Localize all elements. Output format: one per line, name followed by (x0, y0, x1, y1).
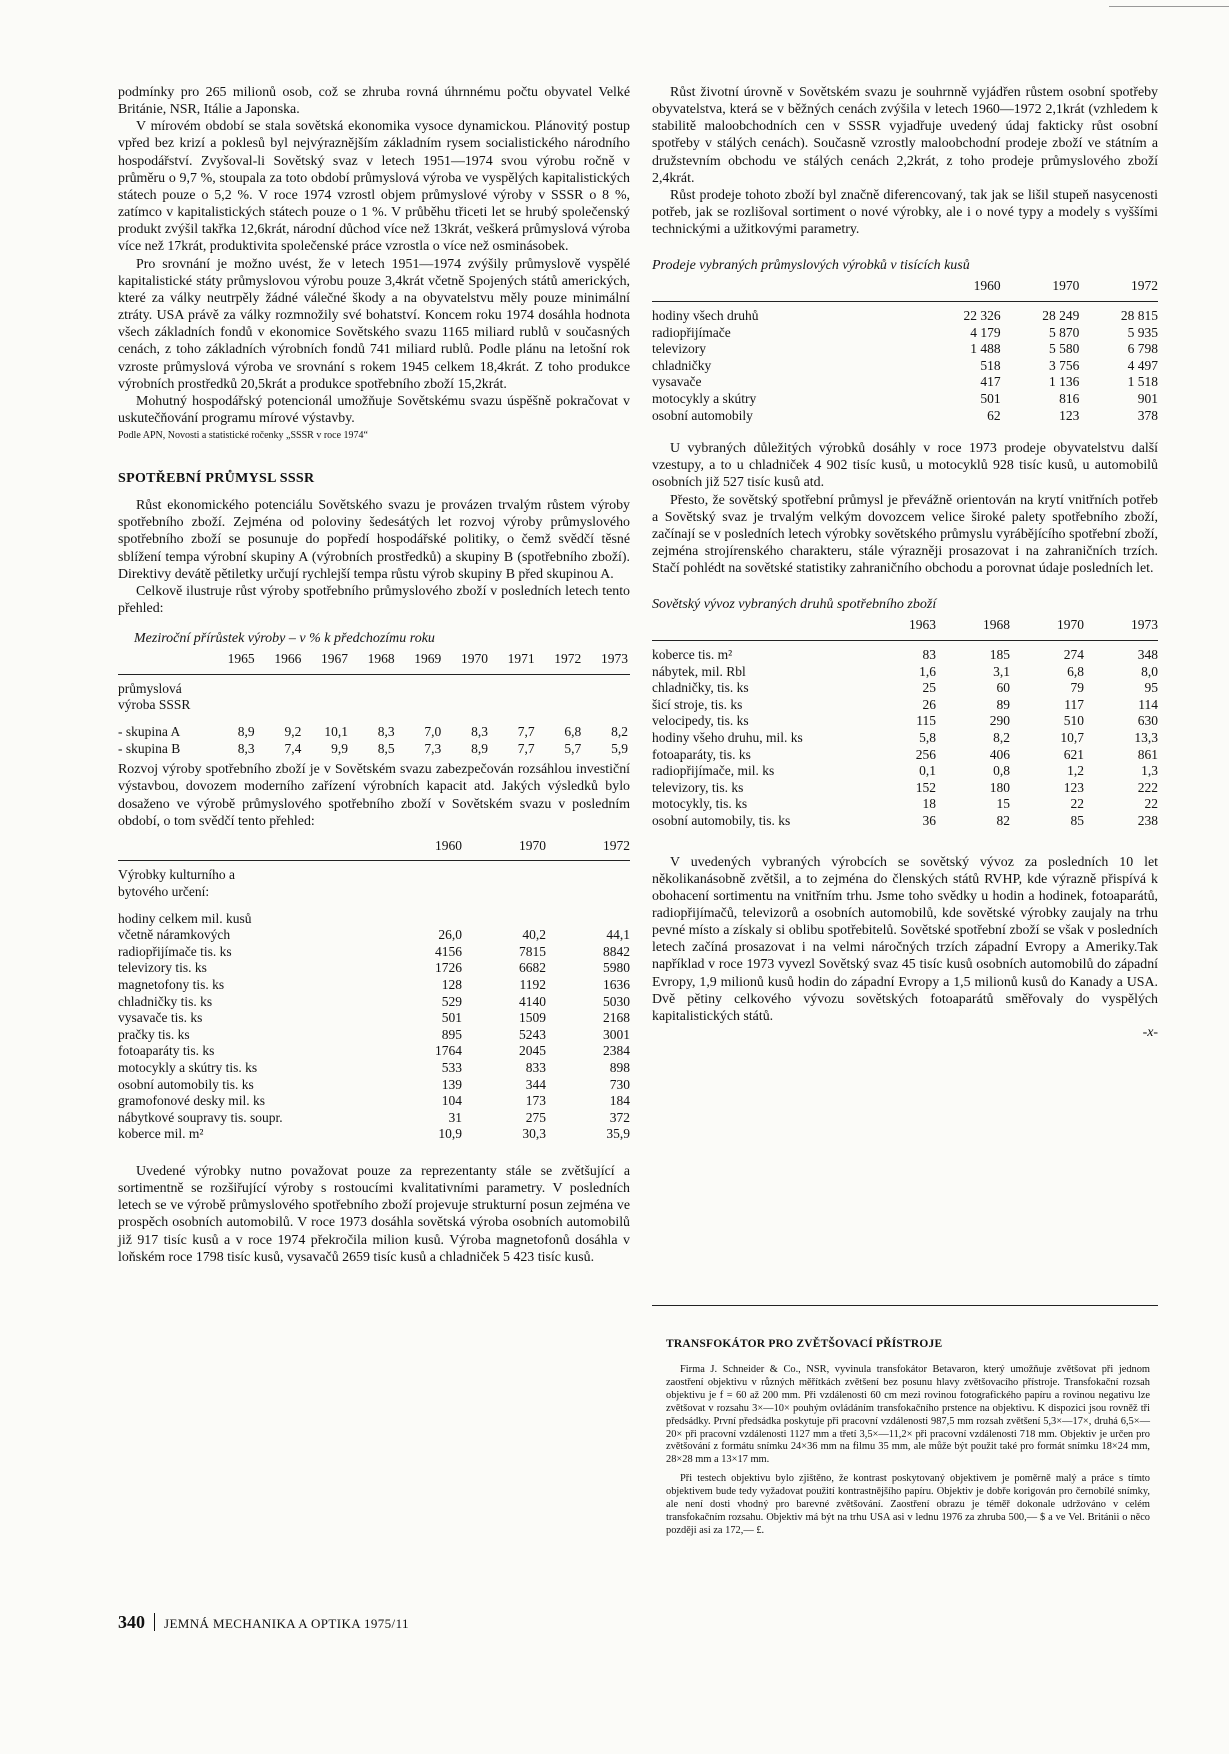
cell: 2168 (603, 1010, 630, 1026)
cell: 256 (915, 746, 936, 762)
cell: 31 (448, 1109, 462, 1125)
paragraph: Růst ekonomického potenciálu Sovětského svazu je provázen trvalým růstem výroby spotřebního zboží. Zejména od poloviny šedesátých let rozvoj výroby průmyslového spotřebního zboží se posunuje do popředí hospodářské politiky, o čemž svědčí těsné sblížení tempa výrobní skupiny A (výrobních prostředků) a skupiny B (spotřebního zboží). Direktivy devátě pětiletky určují rychlejší tempa růstu výrob skupiny B před skupinou A. (118, 498, 630, 582)
cell: 9,9 (331, 740, 348, 756)
year-header: 1969 (397, 651, 444, 674)
row-label: - skupina B (118, 740, 181, 756)
cell: 630 (1137, 713, 1158, 729)
cell: 5980 (603, 960, 630, 976)
cell: 117 (1064, 696, 1084, 712)
table-row (652, 374, 1158, 391)
cell: 222 (1137, 779, 1158, 795)
row-label: výroba SSSR (118, 697, 191, 713)
row-label: šicí stroje, tis. ks (652, 696, 743, 712)
cell: 95 (1144, 680, 1158, 696)
table-row (118, 1126, 630, 1143)
paragraph: podmínky pro 265 milionů osob, což se zhruba rovná úhrnnému počtu obyvatel Velké Británie, NSR, Itálie a Japonska. (118, 85, 630, 118)
cell: 5,7 (564, 740, 582, 756)
cell: 5030 (603, 993, 630, 1009)
table-row (118, 977, 630, 994)
year-header: 1970 (443, 651, 490, 674)
cell: 529 (441, 993, 462, 1009)
table-row (118, 927, 630, 944)
cell: 861 (1137, 746, 1158, 762)
cell: 8,3 (471, 724, 488, 739)
row-label: fotoaparáty tis. ks (118, 1043, 215, 1059)
table-caption: Sovětský vývoz vybraných druhů spotřebního zboží (652, 597, 937, 613)
cell: 4 179 (970, 324, 1001, 340)
magazine-name: JEMNÁ MECHANIKA A OPTIKA 1975/11 (164, 1616, 409, 1631)
cell: 238 (1137, 812, 1158, 828)
paragraph: V mírovém období se stala sovětská ekonomika vysoce dynamickou. Plánovitý postup vpřed bez krizí a poklesů byl nejvýraznějším základním rysem socialistického národního hospodářství. Zvyšoval-li Sovětský svaz v letech 1951—1974 svou výrobu ročně v průměru o 9,7 %, stoupala za toto období průmyslová výroba ve vyspělých kapitalistických státech pouze o 5,2 %. V roce 1974 vzrostl objem průmyslové výroby v SSSR o 8 %, zatímco v kapitalistických státech pouze o 1 %. V průběhu třiceti let se hrubý společenský produkt zvýšil takřka 12,6krát, národní důchod více než 13krát, veškerá průmyslová výroba více než 17krát, produktivita společenské práce vzrostla o více než osminásobek. (118, 119, 630, 255)
row-label: vysavače (652, 374, 702, 390)
year-header: 1972 (546, 838, 630, 861)
cell: 8,0 (1141, 663, 1158, 679)
cell: 82 (996, 812, 1010, 828)
cell: 833 (525, 1059, 546, 1075)
cell: 115 (916, 713, 936, 729)
author-sign: -x- (1142, 1025, 1158, 1041)
table-row (652, 358, 1158, 375)
cell: 417 (980, 374, 1001, 390)
cell: 30,3 (522, 1126, 546, 1142)
cell: 8,9 (237, 724, 255, 739)
cell: 1,2 (1067, 763, 1084, 779)
cell: 104 (441, 1093, 462, 1109)
cell: 36 (922, 812, 936, 828)
table-row (652, 796, 1158, 813)
row-label: osobní automobily tis. ks (118, 1076, 254, 1092)
article-title: TRANSFOKÁTOR PRO ZVĚTŠOVACÍ PŘÍSTROJE (666, 1338, 943, 1350)
cell: 533 (441, 1059, 462, 1075)
table-row (652, 680, 1158, 697)
row-label: motocykly a skútry (652, 390, 757, 406)
cell: 275 (525, 1109, 546, 1125)
paragraph: Celkově ilustruje růst výroby spotřebního průmyslového zboží v posledních letech tento přehled: (118, 583, 630, 617)
cell: 139 (441, 1076, 462, 1092)
table-row (652, 308, 1158, 325)
cell: 8,2 (611, 724, 628, 739)
cell: 3001 (603, 1026, 630, 1042)
cell: 1509 (519, 1010, 546, 1026)
year-header: 1973 (583, 651, 630, 674)
table-row (118, 944, 630, 961)
cell: 816 (1059, 390, 1080, 406)
paragraph: Růst prodeje tohoto zboží byl značně diferencovaný, tak jak se lišil stupeň nasycenosti potřeb, jak se rozlišoval sortiment o nové výrobky, ale i o nové typy a modely s vyššími technickými a užitkovými parametry. (652, 187, 1158, 238)
cell: 1726 (435, 960, 462, 976)
cell: 290 (989, 713, 1010, 729)
cell: 378 (1137, 407, 1158, 423)
cell: 1 136 (1048, 374, 1080, 390)
row-label: televizory (652, 341, 706, 357)
paragraph: V uvedených vybraných výrobcích se sovětský vývoz za posledních 10 let několikanásobně zvětšil, a to zejména do členských států RVHP, kde výrazně přispívá k obohacení sortimentu na vnitřním trhu. Jsme toho svědky u hodin a hodinek, fotoaparátů, radiopřijímačů, televizorů a osobních automobilů, kde sovětské výrobky zaujaly na trhu pevné místo a získaly si oblibu spotřebitelů. Sovětské spotřební zboží se však v posledních letech začíná prosazovat i na velmi náročných trzích západní Evropy a Ameriky.Tak například v roce 1973 vyvezl Sovětský svaz 45 tisíc kusů osobních automobilů do západní Evropy, 1,9 milionů kusů hodin do západní Evropy a 1,5 milionů kusů do Kanady a USA. Dvě pětiny celkového vývozu sovětských fotoaparátů směřovaly do vyspělých kapitalistických států. (652, 854, 1158, 1024)
cell: 9,2 (284, 724, 302, 739)
cell: 22 (1144, 796, 1158, 812)
cell: 26 (922, 696, 936, 712)
cell: 7,3 (424, 740, 442, 756)
cell: 1,6 (919, 663, 936, 679)
cell: 1764 (435, 1043, 462, 1059)
paragraph: U vybraných důležitých výrobků dosáhly v roce 1973 prodeje obyvatelstvu další vzestupy, a to u chladniček 4 902 tisíc kusů, u motocyklů 928 tisíc kusů, u automobilů osobních již 527 tisíc kusů atd. (652, 441, 1158, 491)
cell: 44,1 (606, 927, 630, 943)
cell: 6 798 (1127, 341, 1158, 357)
year-header: 1973 (1084, 617, 1158, 640)
table-row (118, 1027, 630, 1044)
row-label: magnetofony tis. ks (118, 976, 225, 992)
cell: 28 249 (1042, 308, 1080, 323)
cell: 25 (922, 680, 936, 696)
row-label: hodiny celkem mil. kusů (118, 910, 252, 926)
cell: 28 815 (1120, 308, 1158, 323)
divider (652, 1305, 1158, 1306)
row-label: průmyslová (118, 680, 182, 696)
group-label: bytového určení: (118, 884, 210, 899)
cell: 22 (1070, 796, 1084, 812)
section-heading: SPOTŘEBNÍ PRŮMYSL SSSR (118, 471, 315, 487)
cell: 5 935 (1127, 324, 1158, 340)
cell: 4156 (435, 943, 462, 959)
cell: 7,4 (284, 740, 302, 756)
cell: 2384 (603, 1043, 630, 1059)
paragraph: Mohutný hospodářský potencionál umožňuje Sovětskému svazu úspěšně pokračovat v uskutečňování programu mírové výstavby. (118, 393, 630, 426)
row-label: hodiny všech druhů (652, 308, 759, 323)
cell: 6,8 (564, 724, 582, 739)
table-row (652, 408, 1158, 425)
year-header: 1963 (862, 617, 936, 640)
cell: 621 (1063, 746, 1084, 762)
cell: 7,7 (517, 724, 535, 739)
cell: 79 (1070, 680, 1084, 696)
cell: 501 (441, 1010, 462, 1026)
cell: 4 497 (1127, 357, 1158, 373)
year-header: 1965 (210, 651, 257, 674)
paragraph: Přesto, že sovětský spotřební průmysl je převážně orientován na krytí vnitřních potřeb a Sovětský svaz je trvalým velkým dovozcem velice široké palety spotřebního zboží, začínají se v posledních letech výrobky sovětského průmyslu vyrábějícího spotřební zboží, zejména strojírenského charakteru, stále výrazněji prosazovat i na zahraničních trzích. Stačí pohlédt na sovětské statistiky zahraničního obchodu a porovnat údaje posledních let. (652, 492, 1158, 577)
row-label: gramofonové desky mil. ks (118, 1093, 265, 1109)
group-label: Výrobky kulturního a (118, 867, 235, 883)
year-header: 1972 (1079, 278, 1158, 301)
cell: 895 (441, 1026, 462, 1042)
year-header: 1971 (490, 651, 537, 674)
export-table (652, 617, 1158, 829)
cell: 406 (989, 746, 1010, 762)
cell: 10,9 (438, 1126, 462, 1142)
cell: 344 (525, 1076, 546, 1092)
cell: 180 (989, 779, 1010, 795)
growth-table (118, 651, 630, 757)
year-header: 1960 (378, 838, 462, 861)
cell: 26,0 (438, 927, 462, 943)
table-row (118, 1010, 630, 1027)
cell: 35,9 (606, 1126, 630, 1142)
cell: 5 580 (1048, 341, 1080, 357)
table-caption: Prodeje vybraných průmyslových výrobků v tisících kusů (652, 258, 970, 274)
cell: 1,3 (1141, 763, 1158, 779)
cell: 83 (922, 647, 936, 662)
table-row (652, 697, 1158, 714)
cell: 114 (1138, 696, 1158, 712)
production-table (118, 838, 630, 1143)
cell: 501 (980, 390, 1001, 406)
table-row (652, 747, 1158, 764)
year-header: 1968 (350, 651, 397, 674)
row-label: velocipedy, tis. ks (652, 713, 749, 729)
table-caption: Meziroční přírůstek výroby – v % k předchozímu roku (134, 631, 435, 647)
row-label: nábytkové soupravy tis. soupr. (118, 1109, 283, 1125)
cell: 22 326 (963, 308, 1001, 323)
cell: 8,9 (471, 740, 488, 756)
left-column (118, 84, 630, 1266)
row-label: chladničky (652, 357, 712, 373)
row-label: motocykly a skútry tis. ks (118, 1059, 258, 1075)
cell: 510 (1063, 713, 1084, 729)
year-header: 1967 (303, 651, 350, 674)
table-row (118, 1043, 630, 1060)
cell: 4140 (519, 993, 546, 1009)
paragraph: Růst životní úrovně v Sovětském svazu je souhrnně vyjádřen růstem osobní spotřeby obyvatelstva, která se v běžných cenách zvýšila v letech 1960—1972 2,1krát (vzhledem k stabilitě maloobchodních cen v SSSR vyjadřuje uvedený údaj fakticky růst osobní spotřeby v stálých cenách). Současně vzrostly maloobchodní prodeje zboží ve státním a družstevním obchodu ve stálých cenách 2,2krát, z toho prodeje průmyslového zboží 2,4krát. (652, 85, 1158, 186)
cell: 5243 (519, 1026, 546, 1042)
table-row (652, 391, 1158, 408)
cell: 7,0 (424, 724, 442, 739)
cell: 7815 (519, 943, 546, 959)
row-label: vysavače tis. ks (118, 1010, 203, 1026)
cell: 40,2 (522, 927, 546, 943)
cell: 1636 (603, 976, 630, 992)
table-row (118, 994, 630, 1011)
cell: 85 (1070, 812, 1084, 828)
table-row (652, 647, 1158, 664)
cell: 0,1 (919, 763, 936, 779)
row-label: chladničky, tis. ks (652, 680, 749, 696)
table-row (118, 960, 630, 977)
cell: 5,9 (611, 740, 628, 756)
row-label: hodiny všeho druhu, mil. ks (652, 729, 803, 745)
table-row (118, 1060, 630, 1077)
cell: 898 (609, 1059, 630, 1075)
cell: 62 (987, 407, 1001, 423)
cell: 1 488 (970, 341, 1001, 357)
cell: 8842 (603, 943, 630, 959)
cell: 348 (1137, 647, 1158, 662)
top-edge-line (1109, 6, 1229, 7)
page-number: 340 (118, 1612, 145, 1632)
cell: 1192 (519, 976, 546, 992)
paragraph: Uvedené výrobky nutno považovat pouze za reprezentanty stále se zvětšující a sortimentně se rozšiřující výroby s rostoucími kvalitativními parametry. V posledních letech se ve výrobě průmyslového spotřebního zboží projevuje strukturní posun zejména ve prospěch osobních automobilů. V roce 1973 dosáhla sovětská výroba osobních automobilů již 917 tisíc kusů a v roce 1974 překročila milion kusů. Výroba magnetofonů dosáhla v loňském roce 1798 tisíc kusů, vysavačů 2659 tisíc kusů a chladniček 5 423 tisíc kusů. (118, 1163, 630, 1265)
row-label: - skupina A (118, 724, 181, 739)
right-column (652, 84, 1158, 1041)
year-header: 1970 (462, 838, 546, 861)
row-label: televizory, tis. ks (652, 779, 744, 795)
table-row (652, 730, 1158, 747)
table-row (652, 813, 1158, 830)
row-label: koberce mil. m² (118, 1126, 204, 1142)
year-header: 1968 (936, 617, 1010, 640)
row-label: motocykly, tis. ks (652, 796, 748, 812)
year-header: 1972 (537, 651, 584, 674)
source-note: Podle APN, Novosti a statistické ročenky „SSSR v roce 1974“ (118, 430, 368, 442)
cell: 8,5 (377, 740, 395, 756)
year-header: 1960 (922, 278, 1001, 301)
table-row (118, 1077, 630, 1094)
page-footer (118, 1612, 409, 1633)
table-row (652, 325, 1158, 342)
table-row (652, 780, 1158, 797)
cell: 5 870 (1048, 324, 1080, 340)
sales-table (652, 278, 1158, 424)
cell: 901 (1137, 390, 1158, 406)
table-row (118, 1110, 630, 1127)
cell: 8,3 (377, 724, 395, 739)
cell: 0,8 (993, 763, 1010, 779)
table-row (652, 713, 1158, 730)
cell: 128 (441, 976, 462, 992)
cell: 7,7 (517, 740, 535, 756)
row-label: radiopřijímače, mil. ks (652, 763, 775, 779)
cell: 8,3 (237, 740, 255, 756)
table-row (652, 763, 1158, 780)
cell: 5,8 (919, 729, 936, 745)
year-header: 1970 (1010, 617, 1084, 640)
table-row (118, 724, 630, 741)
transfokator-article (666, 1338, 1150, 1544)
cell: 15 (996, 796, 1010, 812)
cell: 6682 (519, 960, 546, 976)
row-label: radiopřijímače (652, 324, 731, 340)
cell: 13,3 (1134, 729, 1158, 745)
cell: 2045 (519, 1043, 546, 1059)
year-header: 1966 (257, 651, 304, 674)
cell: 184 (609, 1093, 630, 1109)
table-row (652, 664, 1158, 681)
row-label: koberce tis. m² (652, 647, 733, 662)
cell: 730 (609, 1076, 630, 1092)
row-label: osobní automobily, tis. ks (652, 812, 791, 828)
paragraph: Firma J. Schneider & Co., NSR, vyvinula transfokátor Betavaron, který umožňuje zvětšovat při jednom zaostření objektivu v různých měřítkách zvětšení bez posunu hlavy zvětšovacího přístroje. Transfokační rozsah objektivu je f = 60 až 200 mm. Při vzdálenosti 60 cm mezi rovinou fotografického papíru a rovinou negativu lze zvětšovat v rozsahu 3×—10× pouhým ovládáním transfokačního prstence na objektivu. K dispozici jsou rovněž tři předsádky. První předsádka poskytuje při pracovní vzdálenosti 987,5 mm rozsah zvětšení 5,3×—17×, druhá 6,5×—20× při pracovní vzdálenosti 1127 mm a třetí 3,5×—11,2× při pracovní vzdálenosti 718 mm. Objektiv je určen pro zvětšování z formátu snímku 24×36 mm na filmu 35 mm, ale může být použit také pro formát snímku 18×24 mm, 28×28 mm a 13×17 mm. (666, 1364, 1150, 1466)
table-row (652, 341, 1158, 358)
cell: 10,1 (324, 724, 348, 739)
row-label: fotoaparáty, tis. ks (652, 746, 751, 762)
cell: 8,2 (993, 729, 1010, 745)
table-row (118, 1093, 630, 1110)
footer-separator (154, 1613, 155, 1631)
cell: 123 (1063, 779, 1084, 795)
cell: 518 (980, 357, 1001, 373)
cell: 6,8 (1067, 663, 1084, 679)
cell: 3 756 (1048, 357, 1080, 373)
cell: 3,1 (993, 663, 1010, 679)
table-row (118, 741, 630, 758)
paragraph: Pro srovnání je možno uvést, že v letech 1951—1974 zvýšily průmyslově vyspělé kapitalistické státy průmyslovou výrobu pouze 3,4krát včetně Spojených států amerických, které za války neutrpěly žádné válečné škody a na obyvatelstvu měly pouze minimální ztráty. USA právě za války rozmnožily své bohatství. Koncem roku 1974 dosáhla hodnota všech základních fondů v ekonomice Sovětského svazu 1165 miliard rublů v současných cenách, z toho základních výrobních fondů 741 miliard rublů. Podle plánu na letošní rok vzroste průmyslová výroba ve srovnání s rokem 1945 celkem 18,4krát. Z toho produkce výrobních prostředků 20,5krát a produkce spotřebního zboží 15,2krát. (118, 256, 630, 392)
cell: 123 (1059, 407, 1080, 423)
paragraph: Rozvoj výroby spotřebního zboží je v Sovětském svazu zabezpečován rozsáhlou investiční výstavbou, dovozem moderního zařízení výrobních kapacit atd. Jakých výsledků bylo dosaženo ve výrobě průmyslového spotřebního zboží v Sovětském svazu v posledním období, o tom svědčí tento přehled: (118, 762, 630, 829)
year-header: 1970 (1001, 278, 1080, 301)
row-label: včetně náramkových (118, 927, 231, 943)
cell: 60 (996, 680, 1010, 696)
cell: 173 (525, 1093, 546, 1109)
cell: 152 (915, 779, 936, 795)
cell: 89 (996, 696, 1010, 712)
cell: 185 (989, 647, 1010, 662)
row-label: nábytek, mil. Rbl (652, 663, 746, 679)
cell: 274 (1063, 647, 1084, 662)
row-label: televizory tis. ks (118, 960, 207, 976)
row-label: chladničky tis. ks (118, 993, 213, 1009)
cell: 1 518 (1127, 374, 1158, 390)
cell: 18 (922, 796, 936, 812)
row-label: osobní automobily (652, 407, 753, 423)
paragraph: Při testech objektivu bylo zjištěno, že kontrast poskytovaný objektivem je poměrně malý a práce s tímto objektivem bude tedy vyžadovat použití kontrastnějšího papíru. Objektiv je dobře korigován pro černobílé snímky, ale není dosti vhodný pro barevné zvětšování. Zaostření obrazu je téměř dokonale udržováno v celém transfokačním rozsahu. Objektiv má být na trhu USA asi v lednu 1976 za zhruba 500,— $ a ve Vel. Británii o něco později asi za 172,— £. (666, 1473, 1150, 1536)
cell: 10,7 (1060, 729, 1084, 745)
cell: 372 (609, 1109, 630, 1125)
row-label: radiopřijímače tis. ks (118, 943, 232, 959)
row-label: pračky tis. ks (118, 1026, 190, 1042)
